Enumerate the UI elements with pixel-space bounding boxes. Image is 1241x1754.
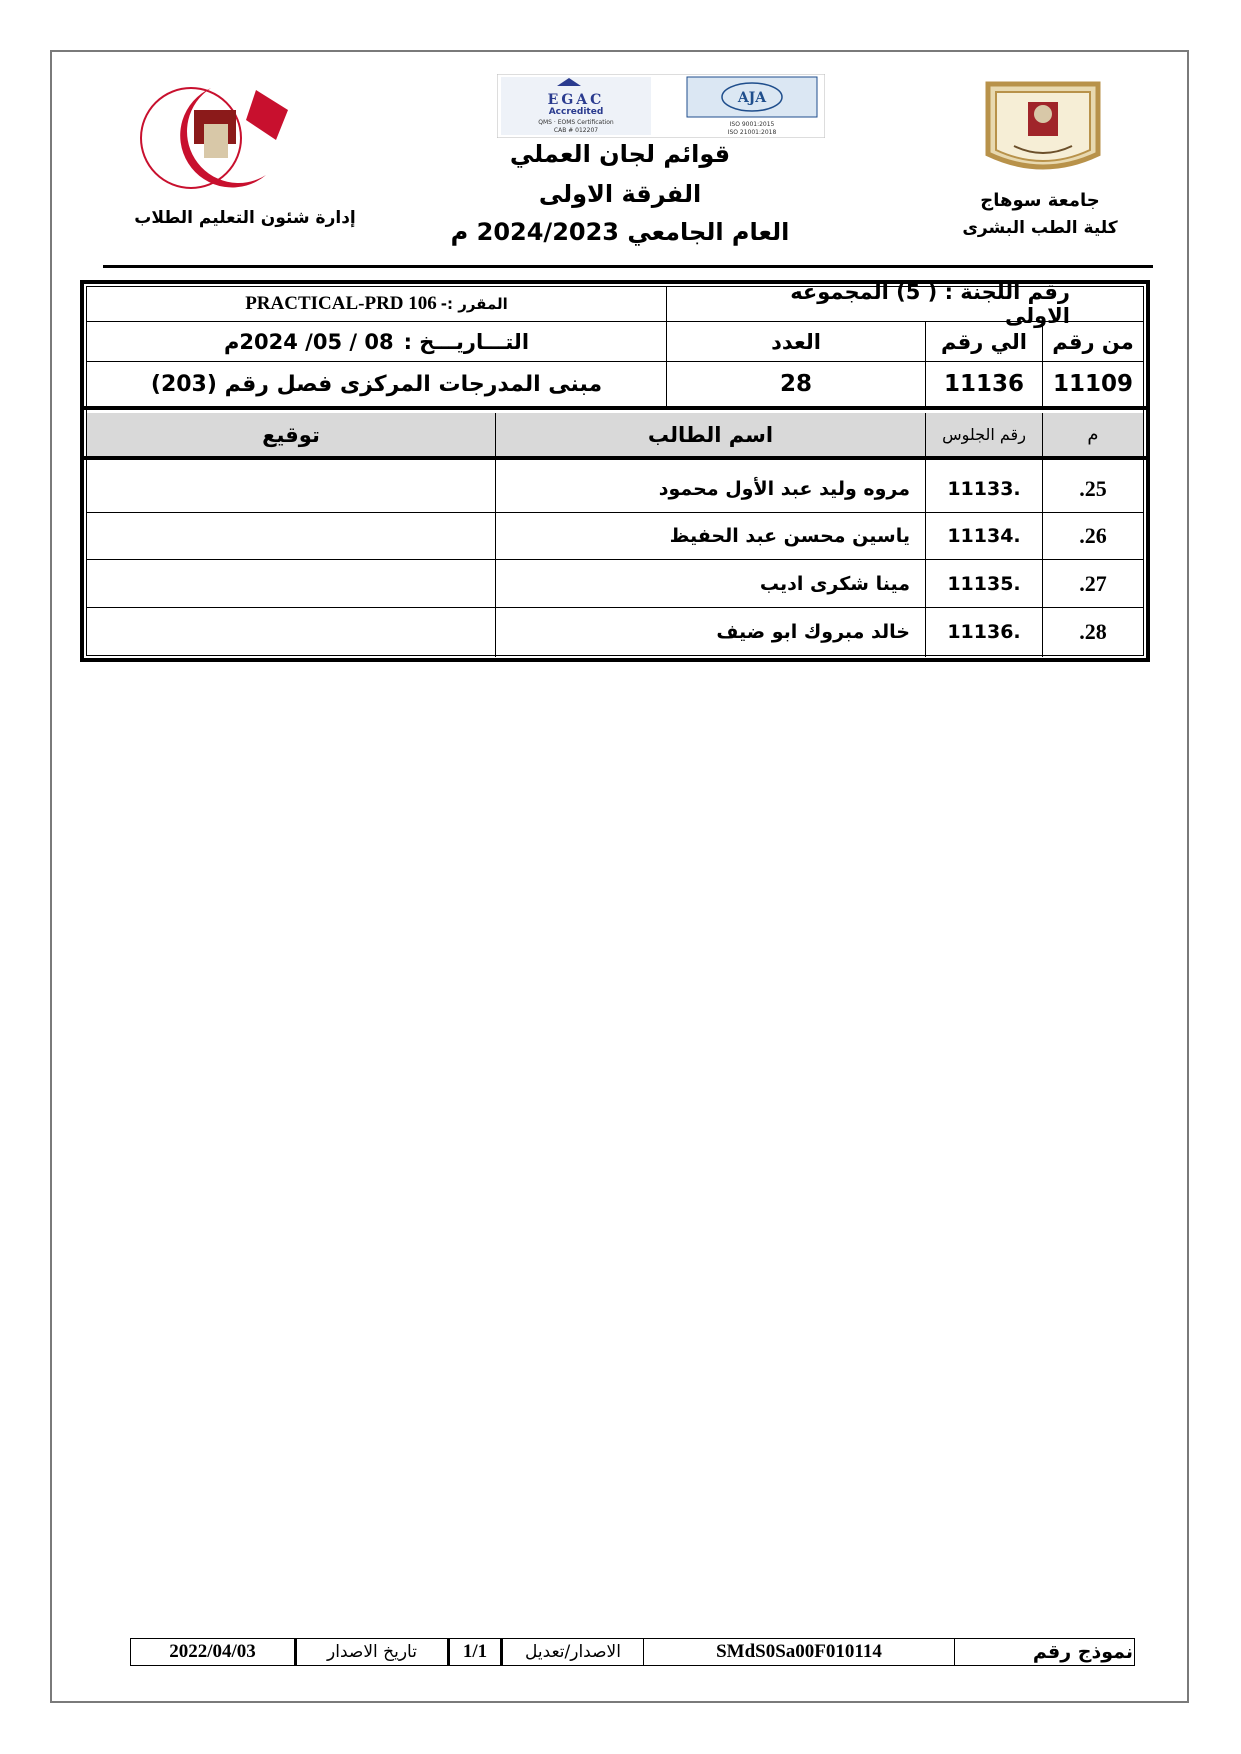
date-label: التـــاريـــخ :	[403, 329, 530, 354]
row-index: .28	[1079, 619, 1107, 644]
seat-number-column-header: رقم الجلوس	[942, 425, 1026, 444]
sohag-university-logo	[980, 76, 1106, 184]
student-name-column-header: اسم الطالب	[647, 422, 774, 447]
seat-number: 11134.	[947, 525, 1021, 547]
row-index: .26	[1079, 523, 1107, 548]
row-index: .27	[1079, 570, 1107, 596]
seat-number: 11136.	[947, 621, 1021, 643]
row-index: .25	[1079, 476, 1107, 501]
svg-text:ISO 21001:2018: ISO 21001:2018	[727, 129, 777, 136]
committee-label: رقم اللجنة : ( 5) المجموعه الاولى	[790, 280, 1070, 328]
header-divider	[103, 265, 1153, 268]
issue-date-value: 2022/04/03	[169, 1641, 256, 1662]
academic-year-title: العام الجامعي 2024/2023 م	[450, 218, 790, 246]
course-field	[87, 287, 666, 321]
form-number-value: SMdS0Sa00F010114	[716, 1641, 882, 1662]
student-name: ياسين محسن عبد الحفيظ	[669, 525, 910, 547]
date-field	[87, 322, 666, 361]
faculty-name: كلية الطب البشرى	[962, 218, 1118, 238]
faculty-medicine-logo	[116, 80, 306, 190]
document-footer	[130, 1638, 1135, 1666]
count-header: العدد	[771, 329, 821, 354]
university-name: جامعة سوهاج	[980, 190, 1100, 211]
seat-number: 11135.	[947, 572, 1021, 595]
student-name: خالد مبروك ابو ضيف	[716, 621, 910, 643]
page-title: قوائم لجان العملي	[509, 140, 731, 168]
course-value: PRACTICAL-PRD 106	[245, 293, 437, 314]
from-number-value: 11109	[1052, 371, 1134, 397]
header-bottom-rule	[82, 456, 1148, 460]
svg-text:AJA: AJA	[737, 90, 767, 106]
signature-column-header: توقيع	[262, 422, 320, 447]
issue-date-label: تاريخ الاصدار	[327, 1642, 417, 1662]
course-label: المقرر :-	[440, 295, 508, 313]
location-value: مبنى المدرجات المركزى فصل رقم (203)	[150, 371, 603, 397]
to-number-value: 11136	[943, 371, 1025, 397]
svg-text:Accredited: Accredited	[548, 107, 604, 117]
from-number-header: من رقم	[1052, 329, 1134, 354]
date-value: 08 / 05/ 2024م	[223, 329, 394, 354]
student-name: مروه وليد عبد الأول محمود	[658, 478, 910, 500]
to-number-header: الي رقم	[941, 329, 1027, 354]
accreditation-logos	[497, 74, 825, 138]
revision-value: 1/1	[462, 1641, 488, 1662]
section-divider	[82, 406, 1148, 410]
index-column-header: م	[1087, 424, 1099, 445]
student-affairs-caption: إدارة شئون التعليم الطلاب	[134, 208, 356, 228]
svg-text:CAB # 012207: CAB # 012207	[553, 127, 599, 134]
count-value: 28	[780, 371, 813, 397]
svg-text:ISO 9001:2015: ISO 9001:2015	[729, 121, 775, 128]
seat-number: 11133.	[947, 478, 1021, 500]
revision-label: الاصدار/تعديل	[525, 1642, 621, 1662]
svg-text:EGAC: EGAC	[547, 92, 605, 108]
svg-text:QMS · EOMS Certification: QMS · EOMS Certification	[538, 119, 614, 126]
student-name: مينا شكرى اديب	[759, 572, 910, 595]
year-group-title: الفرقة الاولى	[538, 180, 702, 208]
form-number-label: نموذج رقم	[1032, 1641, 1133, 1663]
committee-text-wrap	[740, 280, 1070, 328]
